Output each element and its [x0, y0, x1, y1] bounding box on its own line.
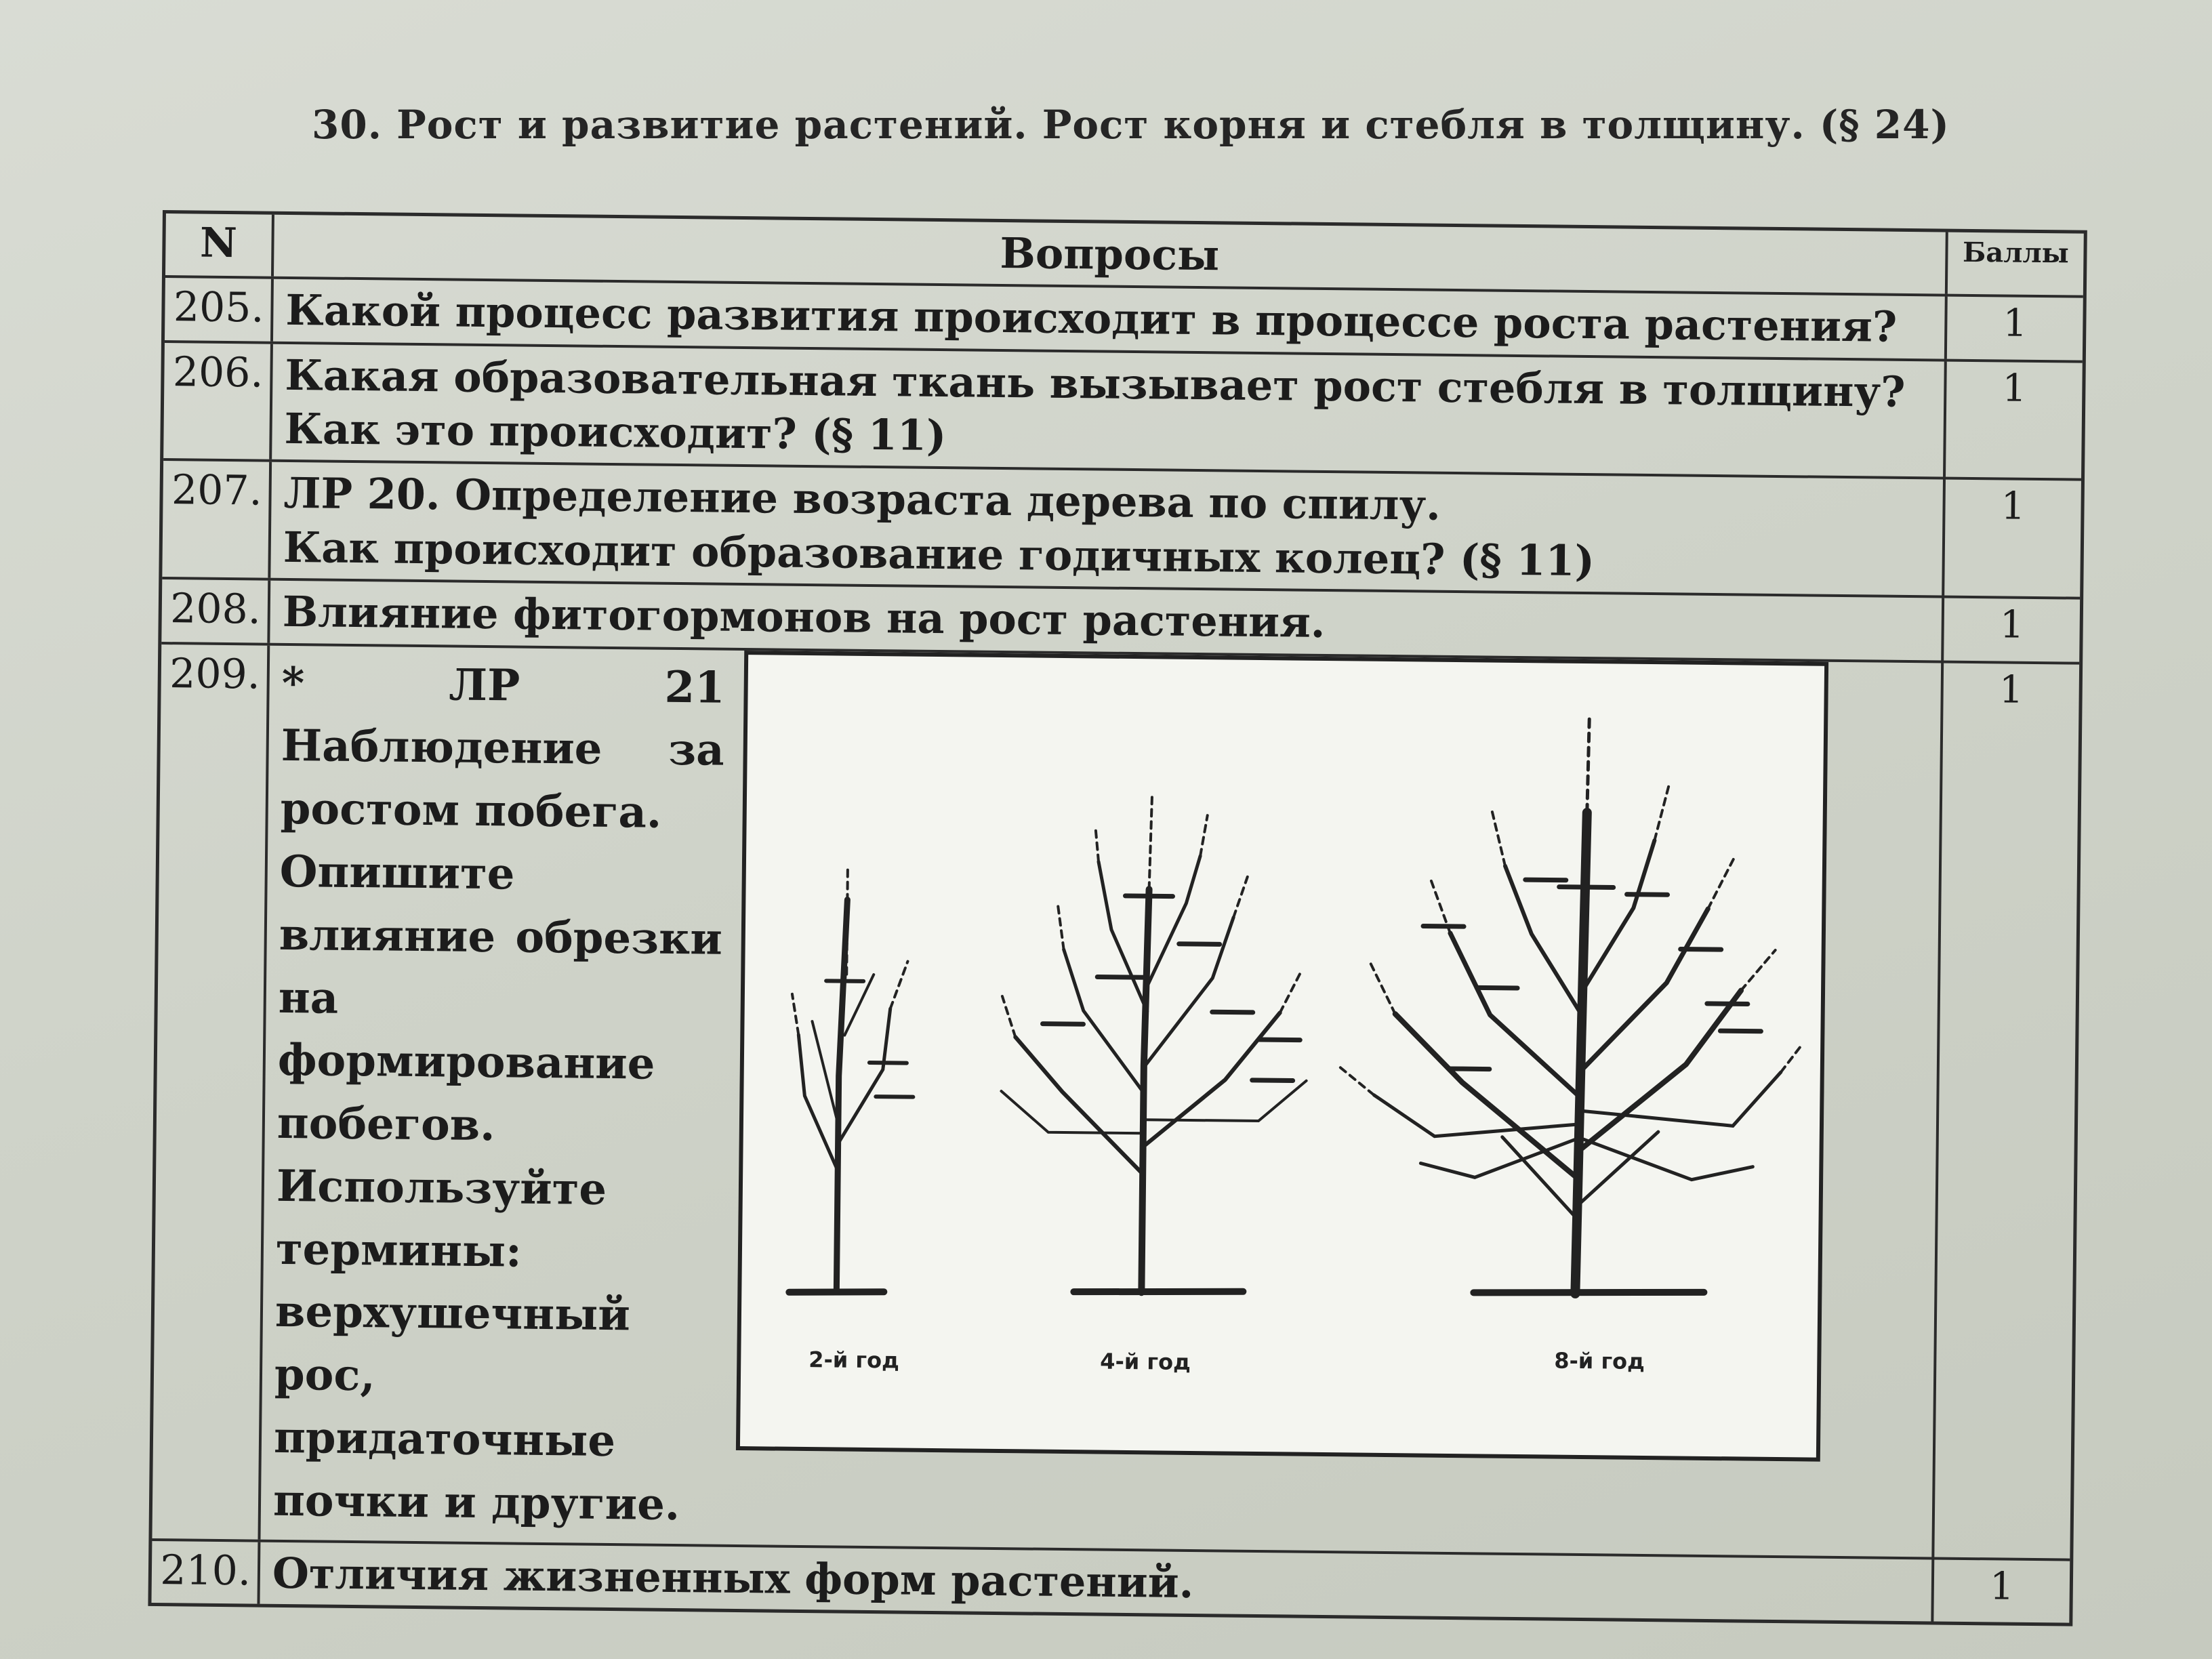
label-year-8: 8-й год [1554, 1347, 1645, 1374]
question-text: Влияние фитогормонов на рост растения. [270, 581, 1944, 660]
row-points: 1 [1999, 667, 2024, 712]
table-row-207 [162, 461, 2081, 599]
row-points: 1 [1999, 602, 2024, 647]
question-line-2: Как происходит образование годичных колец? (§ 11) [283, 522, 1595, 586]
label-year-2: 2-й год [808, 1346, 900, 1373]
question-text [270, 462, 1946, 596]
question-text: Отличия жизненных форм растений. [260, 1542, 1934, 1621]
tree-illustration [740, 655, 1824, 1458]
question-line-1: ЛР 20. Определение возраста дерева по спилу. [283, 468, 1441, 531]
row-points: 1 [2001, 484, 2026, 529]
lab-work-cell [260, 645, 1944, 1557]
row-number: 208. [161, 579, 270, 642]
row-number: 207. [162, 461, 272, 577]
row-number: 205. [165, 278, 274, 341]
row-points: 1 [1989, 1564, 2015, 1609]
question-text: Какой процесс развития происходит в процессе роста растения? [273, 279, 1948, 359]
row-number: 206. [163, 343, 273, 459]
row-points: 1 [2002, 366, 2027, 411]
table-row-206 [163, 343, 2083, 481]
lab-task: Опишите влияние обрезки на формирование побегов. Используйте термины: верхушечный рос, придаточные почки и другие. [272, 846, 723, 1530]
label-year-4: 4-й год [1100, 1348, 1191, 1375]
question-text: Какая образовательная ткань вызывает рост стебля в толщину? Как это происходит? (§ 11) [272, 344, 1947, 477]
questions-table [148, 210, 2087, 1626]
row-points: 1 [2003, 301, 2028, 346]
header-points: Баллы [1962, 236, 2070, 270]
lab-work-text [260, 645, 737, 1544]
row-number: 209. [152, 644, 270, 1540]
page-title: 30. Рост и развитие растений. Рост корня и стебля в толщину. (§ 24) [312, 102, 1950, 148]
lab-title: * ЛР 21 Наблюдение за ростом побега. [280, 657, 726, 838]
tree-pruning-figure [736, 651, 1828, 1462]
header-num: N [165, 213, 274, 276]
header-questions: Вопросы [274, 215, 1948, 294]
row-number: 210. [151, 1541, 260, 1604]
table-row-209 [152, 644, 2079, 1561]
